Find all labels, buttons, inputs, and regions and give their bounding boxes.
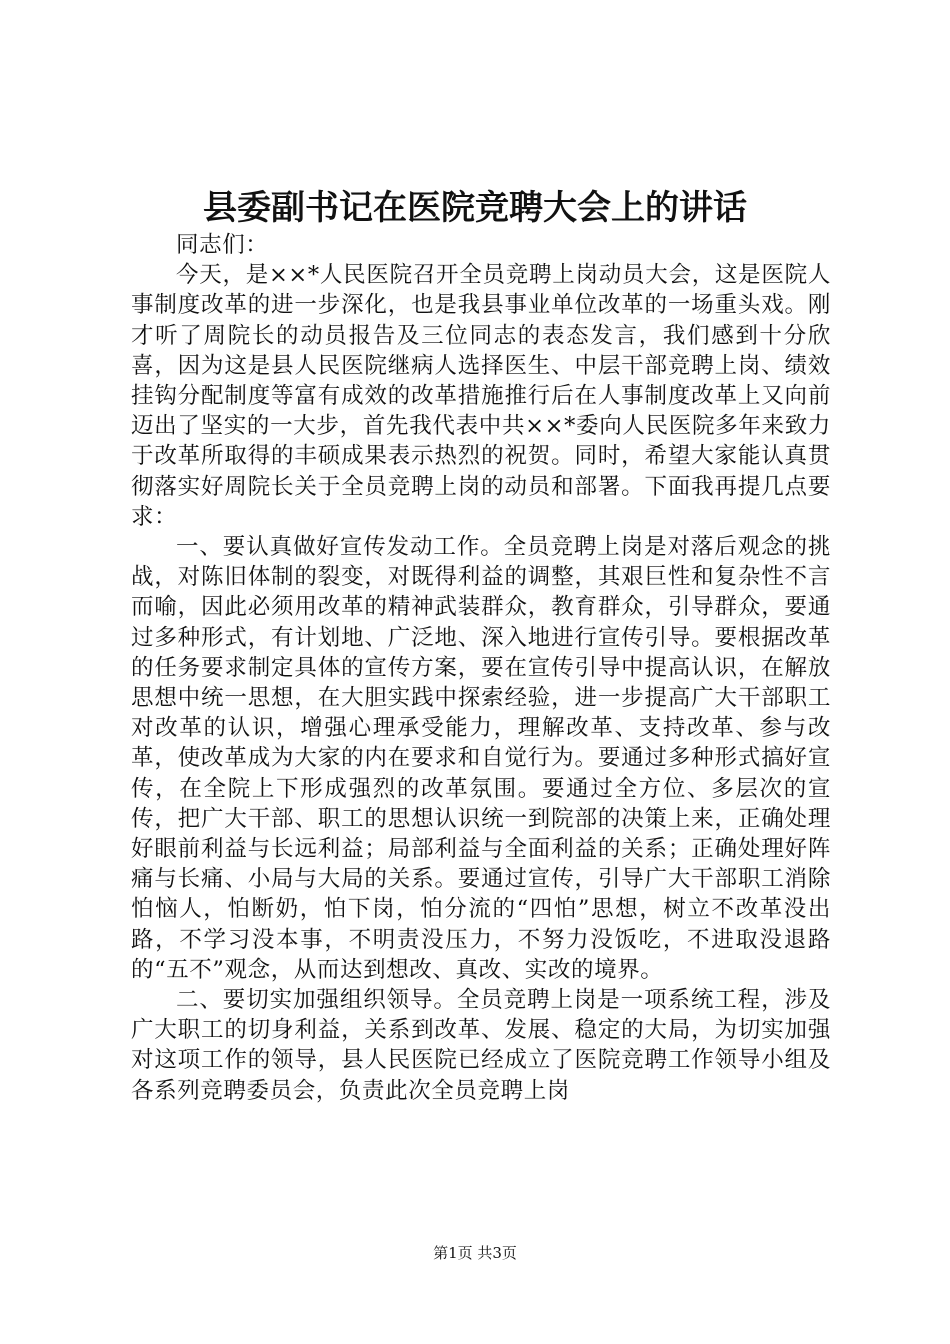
body-paragraph-point-2: 二、要切实加强组织领导。全员竞聘上岗是一项系统工程，涉及广大职工的切身利益，关系到改革、发展、稳定的大局，为切实加强对这项工作的领导，县人民医院已经成立了医院竞聘工作领导小组及各系列竞聘委员会，负责此次全员竞聘上岗 xyxy=(131,987,831,1104)
greeting-paragraph: 同志们： xyxy=(176,232,269,258)
document-body xyxy=(131,230,831,1106)
body-paragraph-point-1: 一、要认真做好宣传发动工作。全员竞聘上岗是对落后观念的挑战，对陈旧体制的裂变，对既得利益的调整，其艰巨性和复杂性不言而喻，因此必须用改革的精神武装群众，教育群众，引导群众，要通过多种形式，有计划地、广泛地、深入地进行宣传引导。要根据改革的任务要求制定具体的宣传方案，要在宣传引导中提高认识，在解放思想中统一思想，在大胆实践中探索经验，进一步提高广大干部职工对改革的认识，增强心理承受能力，理解改革、支持改革、参与改革，使改革成为大家的内在要求和自觉行为。要通过多种形式搞好宣传，在全院上下形成强烈的改革氛围。要通过全方位、多层次的宣传，把广大干部、职工的思想认识统一到院部的决策上来，正确处理好眼前利益与长远利益；局部利益与全面利益的关系；正确处理好阵痛与长痛、小局与大局的关系。要通过宣传，引导广大干部职工消除怕恼人，怕断奶，怕下岗，怕分流的“四怕”思想，树立不改革没出路，不学习没本事，不明责没压力，不努力没饭吃，不进取没退路的“五不”观念，从而达到想改、真改、实改的境界。 xyxy=(131,534,831,983)
document-title: 县委副书记在医院竞聘大会上的讲话 xyxy=(203,188,747,228)
body-paragraph-intro: 今天，是××*人民医院召开全员竞聘上岗动员大会，这是医院人事制度改革的进一步深化，也是我县事业单位改革的一场重头戏。刚才听了周院长的动员报告及三位同志的表态发言，我们感到十分欣喜，因为这是县人民医院继病人选择医生、中层干部竞聘上岗、绩效挂钩分配制度等富有成效的改革措施推行后在人事制度改革上又向前迈出了坚实的一大步，首先我代表中共××*委向人民医院多年来致力于改革所取得的丰硕成果表示热烈的祝贺。同时，希望大家能认真贯彻落实好周院长关于全员竞聘上岗的动员和部署。下面我再提几点要求： xyxy=(131,262,831,530)
page-footer: 第1页 共3页 xyxy=(433,1244,517,1262)
